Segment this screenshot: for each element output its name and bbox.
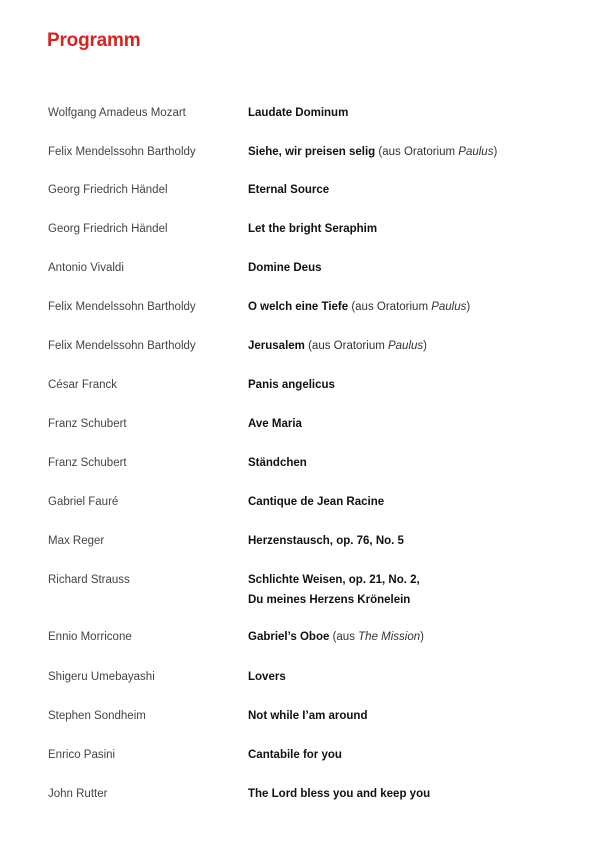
page-title: Programm <box>47 30 141 51</box>
composer-name: Felix Mendelssohn Bartholdy <box>48 146 196 158</box>
work-entry <box>248 142 578 162</box>
work-entry <box>248 745 578 765</box>
work-source: The Mission <box>358 631 421 643</box>
work-note-end: ) <box>493 146 498 158</box>
composer-name: Richard Strauss <box>48 574 130 586</box>
composer-name: John Rutter <box>48 788 108 800</box>
work-title-line2: Du meines Herzens Krönelein <box>248 594 411 606</box>
composer-name: Enrico Pasini <box>48 749 116 761</box>
work-title: Gabriel’s Oboe <box>248 631 330 643</box>
composer-name: Gabriel Fauré <box>48 496 119 508</box>
work-title: Domine Deus <box>248 262 322 274</box>
work-title: The Lord bless you and keep you <box>248 788 431 800</box>
work-title: Cantique de Jean Racine <box>248 496 385 508</box>
composer-name: Antonio Vivaldi <box>48 262 124 274</box>
work-source: Paulus <box>458 146 494 158</box>
work-title: Eternal Source <box>248 184 330 196</box>
composer-name: César Franck <box>48 379 118 391</box>
composer-name: Franz Schubert <box>48 457 127 469</box>
work-entry <box>248 531 578 551</box>
work-title: Cantabile for you <box>248 749 342 761</box>
composer-name: Stephen Sondheim <box>48 710 146 722</box>
work-entry <box>248 180 578 200</box>
composer-name: Felix Mendelssohn Bartholdy <box>48 340 196 352</box>
work-entry <box>248 375 578 395</box>
work-entry <box>248 627 578 647</box>
work-note: (aus Oratorium <box>304 340 388 352</box>
work-entry <box>248 784 578 804</box>
composer-name: Franz Schubert <box>48 418 127 430</box>
work-entry <box>248 453 578 473</box>
work-note: (aus Oratorium <box>348 301 432 313</box>
work-source: Paulus <box>431 301 467 313</box>
work-title: Ave Maria <box>248 418 302 430</box>
work-title: Laudate Dominum <box>248 107 349 119</box>
work-entry <box>248 297 578 317</box>
work-note-end: ) <box>423 340 427 352</box>
composer-name: Georg Friedrich Händel <box>48 223 168 235</box>
work-title: Not while I’am around <box>248 710 368 722</box>
work-entry <box>248 258 578 278</box>
work-note-end: ) <box>420 631 424 643</box>
work-note: (aus Oratorium <box>375 146 459 158</box>
work-entry <box>248 219 578 239</box>
work-entry <box>248 336 578 356</box>
composer-name: Ennio Morricone <box>48 631 132 643</box>
work-entry <box>248 414 578 434</box>
work-note-end: ) <box>466 301 471 313</box>
work-title: Let the bright Seraphim <box>248 223 378 235</box>
work-title: Panis angelicus <box>248 379 335 391</box>
composer-name: Felix Mendelssohn Bartholdy <box>48 301 196 313</box>
work-title: Siehe, wir preisen selig <box>248 146 376 158</box>
work-entry <box>248 667 578 687</box>
work-entry <box>248 706 578 726</box>
work-title: Ständchen <box>248 457 307 469</box>
composer-name: Shigeru Umebayashi <box>48 671 155 683</box>
work-title: O welch eine Tiefe <box>248 301 349 313</box>
work-title: Herzenstausch, op. 76, No. 5 <box>248 535 404 547</box>
work-entry <box>248 103 578 123</box>
work-title: Schlichte Weisen, op. 21, No. 2, <box>248 574 420 586</box>
work-note: (aus <box>329 631 359 643</box>
work-source: Paulus <box>387 340 424 352</box>
composer-name: Wolfgang Amadeus Mozart <box>48 107 186 119</box>
work-entry <box>248 492 578 512</box>
composer-name: Georg Friedrich Händel <box>48 184 168 196</box>
composer-name: Max Reger <box>48 535 105 547</box>
work-title: Jerusalem <box>248 340 305 352</box>
work-title: Lovers <box>248 671 286 683</box>
work-entry <box>248 570 578 610</box>
